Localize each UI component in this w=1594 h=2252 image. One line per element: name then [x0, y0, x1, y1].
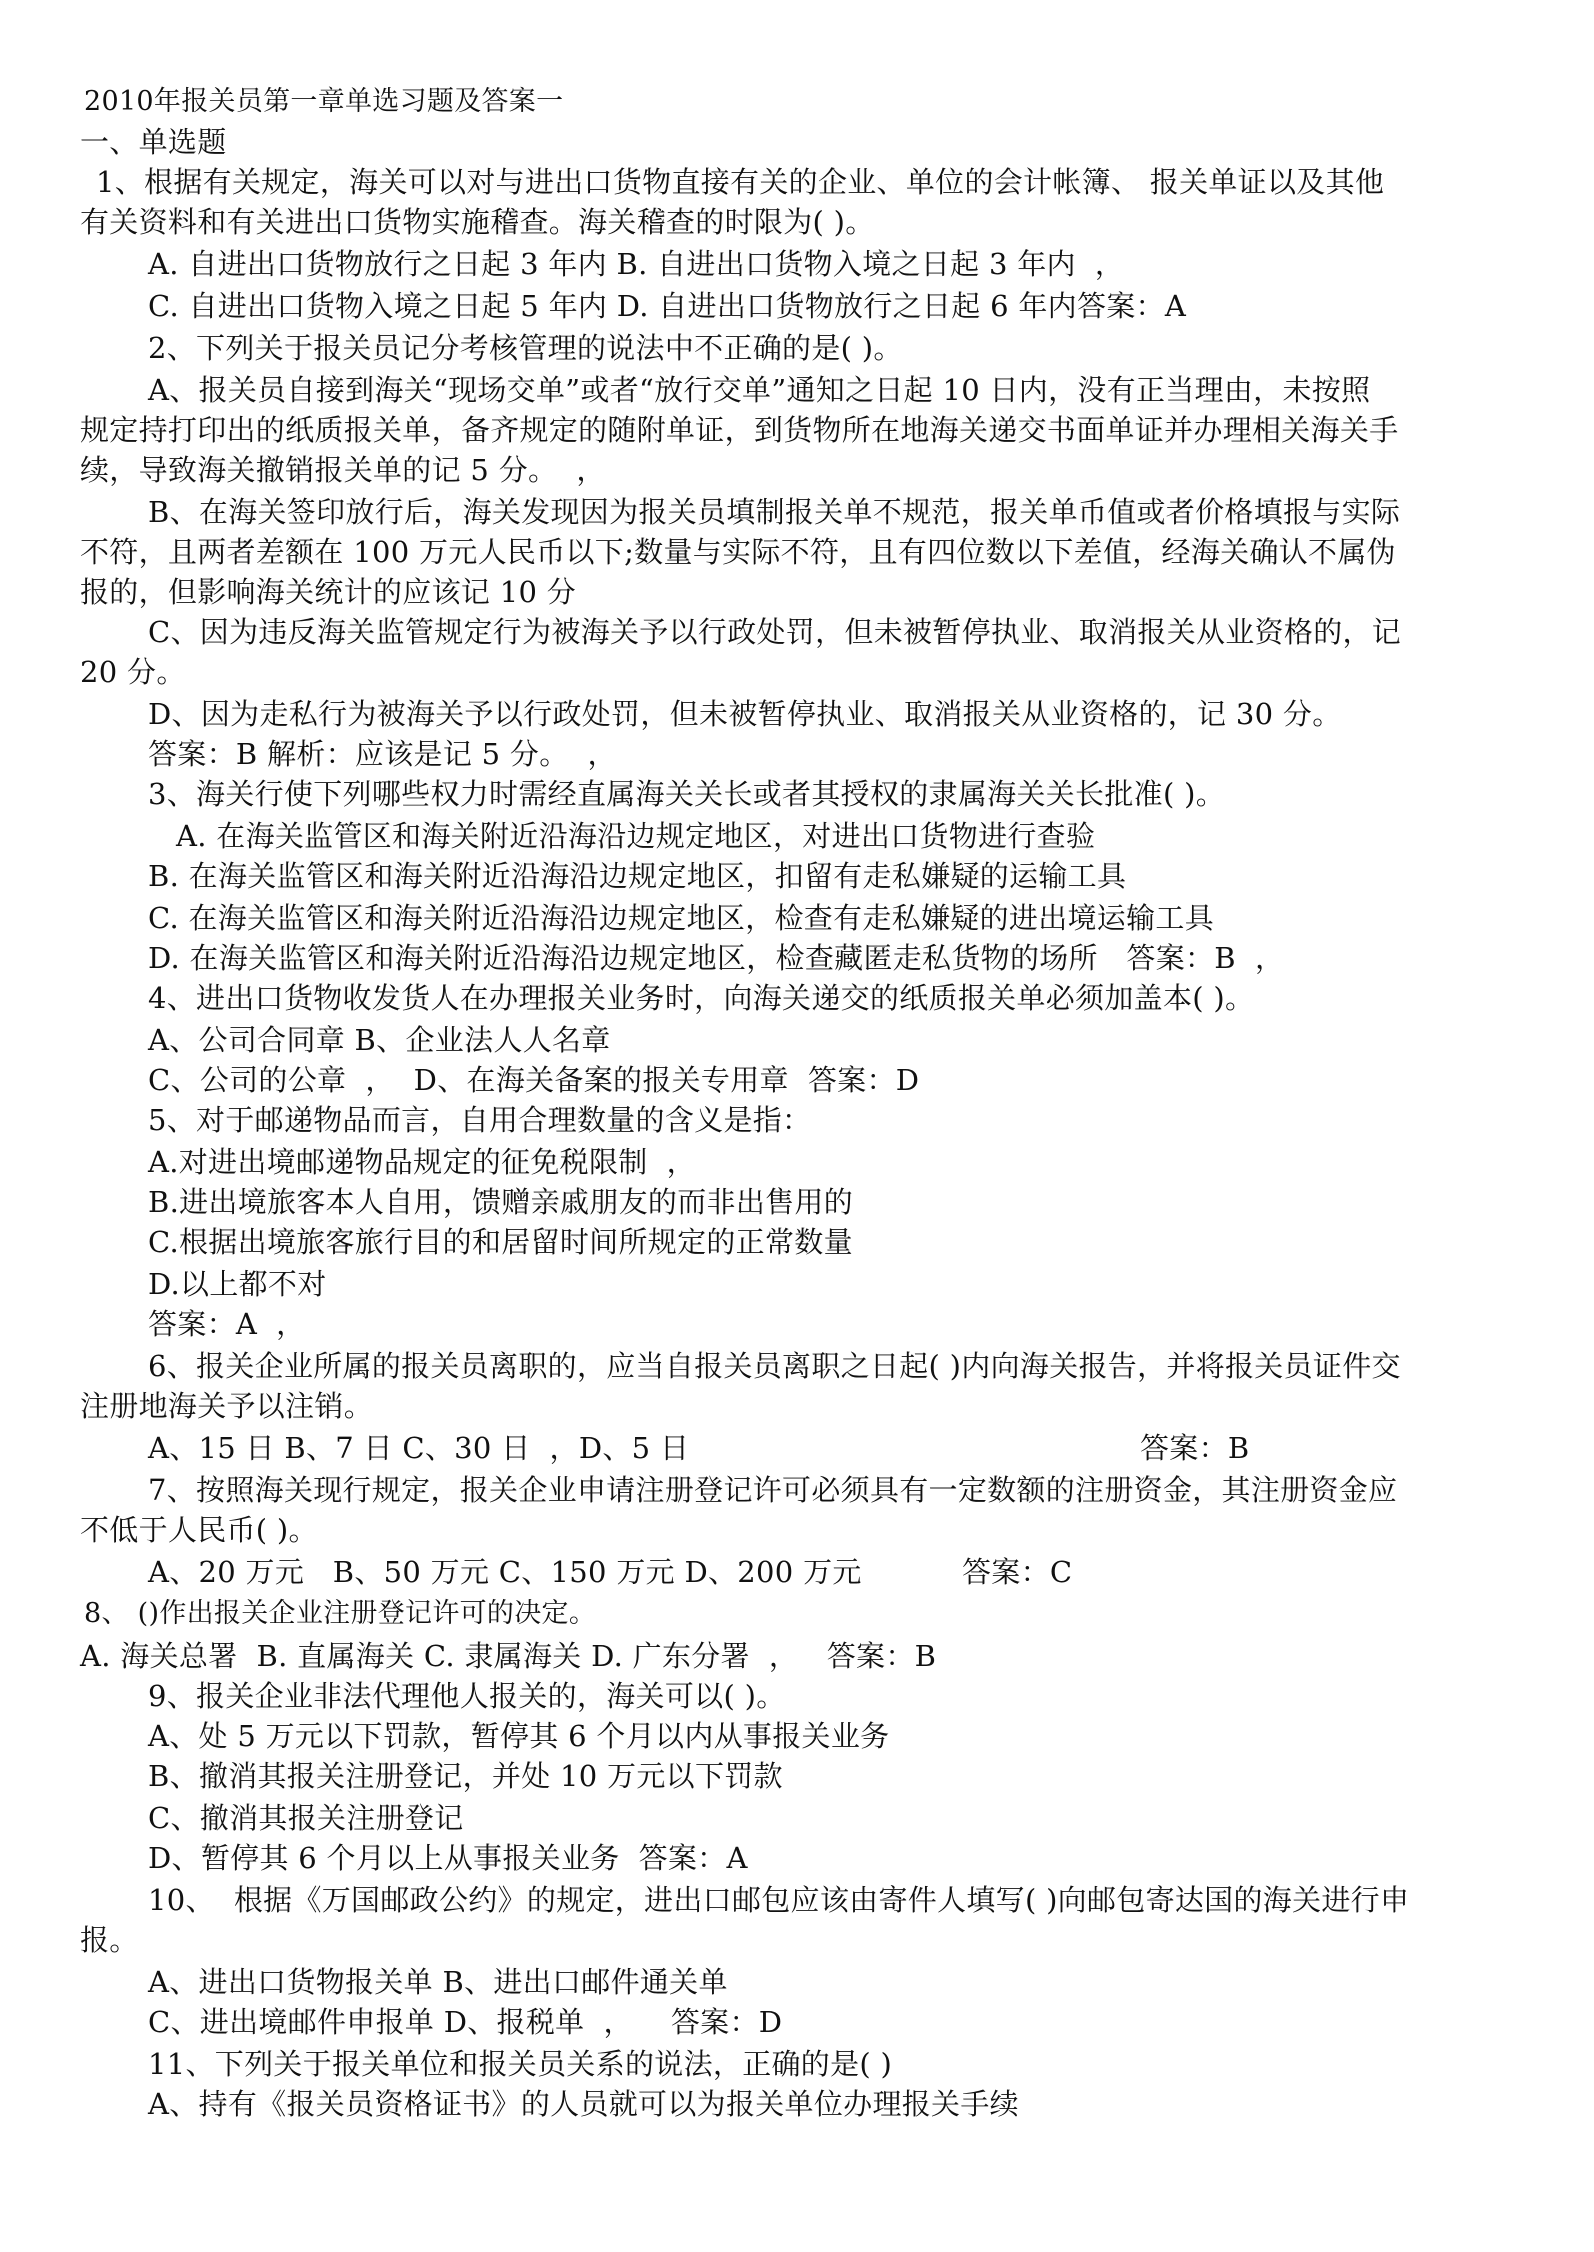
text-line: 报的，但影响海关统计的应该记 10 分	[80, 575, 577, 609]
text-line: 1、根据有关规定，海关可以对与进出口货物直接有关的企业、单位的会计帐簿、 报关单证以及其他	[96, 165, 1385, 199]
text-line: A. 在海关监管区和海关附近沿海沿边规定地区，对进出口货物进行查验	[176, 819, 1096, 853]
text-line: C.根据出境旅客旅行目的和居留时间所规定的正常数量	[148, 1225, 853, 1259]
text-line: 7、按照海关现行规定，报关企业申请注册登记许可必须具有一定数额的注册资金，其注册资金应	[148, 1473, 1398, 1507]
text-line: 不符，且两者差额在 100 万元人民币以下;数量与实际不符，且有四位数以下差值，经海关确认不属伪	[80, 535, 1396, 569]
text-line: 报。	[80, 1923, 139, 1957]
text-line: A. 海关总署 B. 直属海关 C. 隶属海关 D. 广东分署 ， 答案：B	[80, 1639, 937, 1673]
text-line: 答案：B 解析：应该是记 5 分。 ，	[148, 737, 617, 771]
text-line: 10、 根据《万国邮政公约》的规定，进出口邮包应该由寄件人填写( )向邮包寄达国的海关进行申	[148, 1883, 1410, 1917]
text-line: B、撤消其报关注册登记，并处 10 万元以下罚款	[148, 1759, 783, 1793]
text-line: 答案：A ，	[148, 1307, 306, 1341]
text-line: 6、报关企业所属的报关员离职的，应当自报关员离职之日起( )内向海关报告，并将报关员证件交	[148, 1349, 1401, 1383]
text-line: B、在海关签印放行后，海关发现因为报关员填制报关单不规范，报关单币值或者价格填报与实际	[148, 495, 1401, 529]
text-line: C. 自进出口货物入境之日起 5 年内 D. 自进出口货物放行之日起 6 年内答案：A	[148, 289, 1187, 323]
text-line: 2、下列关于报关员记分考核管理的说法中不正确的是( )。	[148, 331, 903, 365]
text-line: C、因为违反海关监管规定行为被海关予以行政处罚，但未被暂停执业、取消报关从业资格的，记	[148, 615, 1402, 649]
text-line: B. 在海关监管区和海关附近沿海沿边规定地区，扣留有走私嫌疑的运输工具	[148, 859, 1127, 893]
text-line: D、因为走私行为被海关予以行政处罚，但未被暂停执业、取消报关从业资格的，记 30 分。	[148, 697, 1342, 731]
text-line: A.对进出境邮递物品规定的征免税限制 ，	[148, 1145, 696, 1179]
answer-text: 答案：C	[962, 1555, 1073, 1589]
text-line: C、进出境邮件申报单 D、报税单 ， 答案：D	[148, 2005, 783, 2039]
text-line: A. 自进出口货物放行之日起 3 年内 B. 自进出口货物入境之日起 3 年内 ，	[148, 247, 1125, 281]
text-line: C. 在海关监管区和海关附近沿海沿边规定地区，检查有走私嫌疑的进出境运输工具	[148, 901, 1214, 935]
text-line: A、持有《报关员资格证书》的人员就可以为报关单位办理报关手续	[148, 2087, 1019, 2121]
text-line: A、20 万元 B、50 万元 C、150 万元 D、200 万元	[148, 1555, 862, 1589]
text-line: 8、 ()作出报关企业注册登记许可的决定。	[84, 1598, 597, 1629]
text-line: 注册地海关予以注销。	[80, 1389, 374, 1423]
section-heading: 一、单选题	[80, 125, 227, 159]
text-line: 有关资料和有关进出口货物实施稽查。海关稽查的时限为( )。	[80, 205, 875, 239]
text-line: D. 在海关监管区和海关附近沿海沿边规定地区，检查藏匿走私货物的场所 答案：B ，	[148, 941, 1285, 975]
document-title: 2010年报关员第一章单选习题及答案一	[84, 86, 564, 117]
text-line: A、处 5 万元以下罚款，暂停其 6 个月以内从事报关业务	[148, 1719, 890, 1753]
text-line: 4、进出口货物收发货人在办理报关业务时，向海关递交的纸质报关单必须加盖本( )。	[148, 981, 1255, 1015]
text-line: C、撤消其报关注册登记	[148, 1801, 464, 1835]
text-line: A、进出口货物报关单 B、进出口邮件通关单	[148, 1965, 728, 1999]
text-line: D.以上都不对	[148, 1267, 327, 1301]
text-line: 9、报关企业非法代理他人报关的，海关可以( )。	[148, 1679, 786, 1713]
text-line: A、公司合同章 B、企业法人人名章	[148, 1023, 611, 1057]
text-line: 20 分。	[80, 655, 186, 689]
text-line: 规定持打印出的纸质报关单，备齐规定的随附单证，到货物所在地海关递交书面单证并办理相关海关手	[80, 413, 1399, 447]
text-line: D、暂停其 6 个月以上从事报关业务 答案：A	[148, 1841, 748, 1875]
text-line: 11、下列关于报关单位和报关员关系的说法，正确的是( )	[148, 2047, 893, 2081]
text-line: 5、对于邮递物品而言，自用合理数量的含义是指：	[148, 1103, 812, 1137]
text-line: B.进出境旅客本人自用，馈赠亲戚朋友的而非出售用的	[148, 1185, 854, 1219]
text-line: 3、海关行使下列哪些权力时需经直属海关关长或者其授权的隶属海关关长批准( )。	[148, 777, 1225, 811]
text-line: C、公司的公章 ， D、在海关备案的报关专用章 答案：D	[148, 1063, 920, 1097]
text-line: 续，导致海关撤销报关单的记 5 分。 ，	[80, 453, 606, 487]
text-line: 不低于人民币( )。	[80, 1513, 318, 1547]
text-line: A、报关员自接到海关“现场交单”或者“放行交单”通知之日起 10 日内，没有正当理由，未按照	[148, 373, 1371, 407]
answer-text: 答案：B	[1140, 1431, 1250, 1465]
text-line: A、15 日 B、7 日 C、30 日 ，D、5 日	[148, 1431, 690, 1465]
